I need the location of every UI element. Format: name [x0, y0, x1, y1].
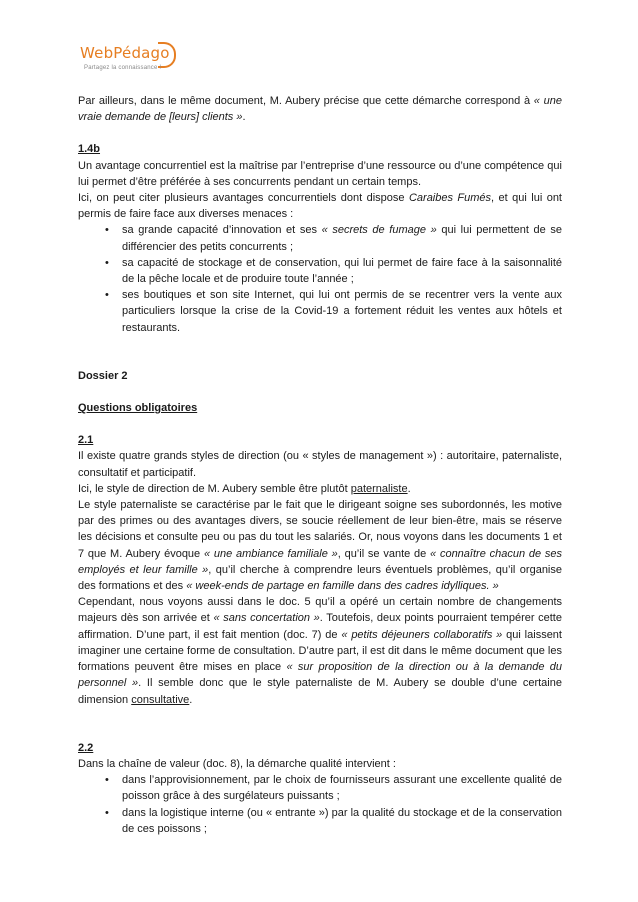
- logo-tagline: Partagez la connaissance !: [84, 65, 162, 71]
- intro-paragraph: [78, 93, 562, 125]
- p4-text-a: Cependant, nous voyons aussi dans le doc. 5 qu’il a opéré un certain nombre de changements majeurs dès son arrivée et: [78, 596, 562, 625]
- p4-quote-d: « petits déjeuners collaboratifs »: [341, 628, 503, 641]
- p3-text-a: Le style paternaliste se caractérise par le fait que le dirigeant soigne ses subordonnés, les motive par des primes ou des avantages divers, se soucie réellement de leur bien-être, mais se réserve les décisions et consulte peu ou pas du tout les salariés. Or, nous voyons dans les documents 1 et 7 que M. Aubery évoque: [78, 499, 562, 560]
- p4-quote-b: « sans concertation »: [213, 612, 320, 625]
- p3-quote-f: « week-ends de partage en famille dans des cadres idylliques. »: [186, 580, 499, 593]
- list-item: [122, 222, 562, 254]
- p4-end: .: [189, 693, 193, 706]
- intro-quote: « une vraie demande de [leurs] clients »: [78, 95, 562, 124]
- p3-quote-b: « une ambiance familiale »: [203, 547, 338, 560]
- consultation-paragraph: [78, 594, 562, 707]
- list-item: • dans l’approvisionnement, par le choix de fournisseurs assurant une excellente qualité de poisson grâce à des surgélateurs puissants ;: [122, 772, 562, 804]
- dossier-title: Dossier 2: [78, 369, 128, 382]
- intro-text: Par ailleurs, dans le même document, M. Aubery précise que cette démarche correspond à: [78, 95, 534, 107]
- logo-wordmark: WebPédago: [80, 44, 170, 62]
- list-item: • sa capacité de stockage et de conservation, qui lui permet de faire face à la saisonnalité de la pêche locale et de produire toute l’année ;: [122, 255, 562, 287]
- list-item: • dans la logistique interne (ou « entrante ») par la qualité du stockage et de la conservation de ces poissons ;: [122, 805, 562, 837]
- p3-quote-d: « connaître chacun de ses employés et leur famille »: [78, 547, 562, 576]
- section-heading-2-2: 2.2: [78, 741, 94, 754]
- style-paternaliste: paternaliste: [350, 482, 408, 495]
- intro-end: .: [242, 111, 246, 124]
- webpedago-logo: [80, 40, 180, 80]
- style-end: .: [407, 482, 411, 495]
- advantage-1-text: sa grande capacité d’innovation et ses: [122, 224, 322, 237]
- quality-list: [78, 772, 562, 837]
- section-1-4b-advantages-intro: [78, 190, 562, 222]
- p4-quote-f: « sur proposition de la direction ou à la demande du personnel »: [78, 661, 562, 690]
- p4-text-g: . Il semble donc que le style paternaliste de M. Aubery se double d’une certaine dimension: [78, 677, 562, 706]
- p4-text-e: qui laissent imaginer une certaine forme de consultation. D’autre part, il est dit dans le même document que les formations peuvent être mises en place: [78, 628, 562, 674]
- p4-text-c: . Toutefois, deux points pourraient tempérer cette affirmation. D’une part, il est fait mention (doc. 7) de: [78, 612, 562, 641]
- advantages-intro-text: Ici, on peut citer plusieurs avantages concurrentiels dont dispose: [78, 192, 409, 205]
- company-name: Caraibes Fumés: [408, 192, 492, 205]
- document-body: [78, 93, 562, 837]
- advantages-list: [78, 222, 562, 335]
- style-consultative: consultative: [131, 693, 190, 706]
- questions-heading: Questions obligatoires: [78, 402, 198, 415]
- style-conclusion-paragraph: [78, 481, 562, 497]
- section-heading-1-4b: 1.4b: [78, 143, 101, 156]
- paternalist-paragraph: [78, 497, 562, 594]
- list-item: • ses boutiques et son site Internet, qui lui ont permis de se recentrer vers la vente aux particuliers lorsque la crise de la Covid-19 a fortement réduit les ventes aux hôtels et restaurants.: [122, 287, 562, 336]
- value-chain-intro: Dans la chaîne de valeur (doc. 8), la démarche qualité intervient :: [78, 757, 396, 770]
- section-1-4b-definition: Un avantage concurrentiel est la maîtrise par l’entreprise d’une ressource ou d’une compétence qui lui permet d’être préférée à ses concurrents pendant un certain temps.: [78, 159, 562, 188]
- advantage-1-end: qui lui permettent de se différencier des petits concurrents ;: [122, 224, 562, 253]
- management-styles-paragraph: Il existe quatre grands styles de direction (ou « styles de management ») : autoritaire, paternaliste, consultatif et participatif.: [78, 450, 562, 479]
- style-text: Ici, le style de direction de M. Aubery semble être plutôt: [78, 482, 351, 495]
- advantage-1-quote: « secrets de fumage »: [321, 224, 437, 237]
- p3-text-c: , qu’il se vante de: [337, 547, 431, 560]
- advantages-intro-end: , et qui lui ont permis de faire face aux diverses menaces :: [78, 192, 562, 221]
- p3-text-e: , qu’il cherche à comprendre leurs éventuels problèmes, qu’il organise des formations et des: [78, 563, 562, 593]
- section-heading-2-1: 2.1: [78, 434, 94, 447]
